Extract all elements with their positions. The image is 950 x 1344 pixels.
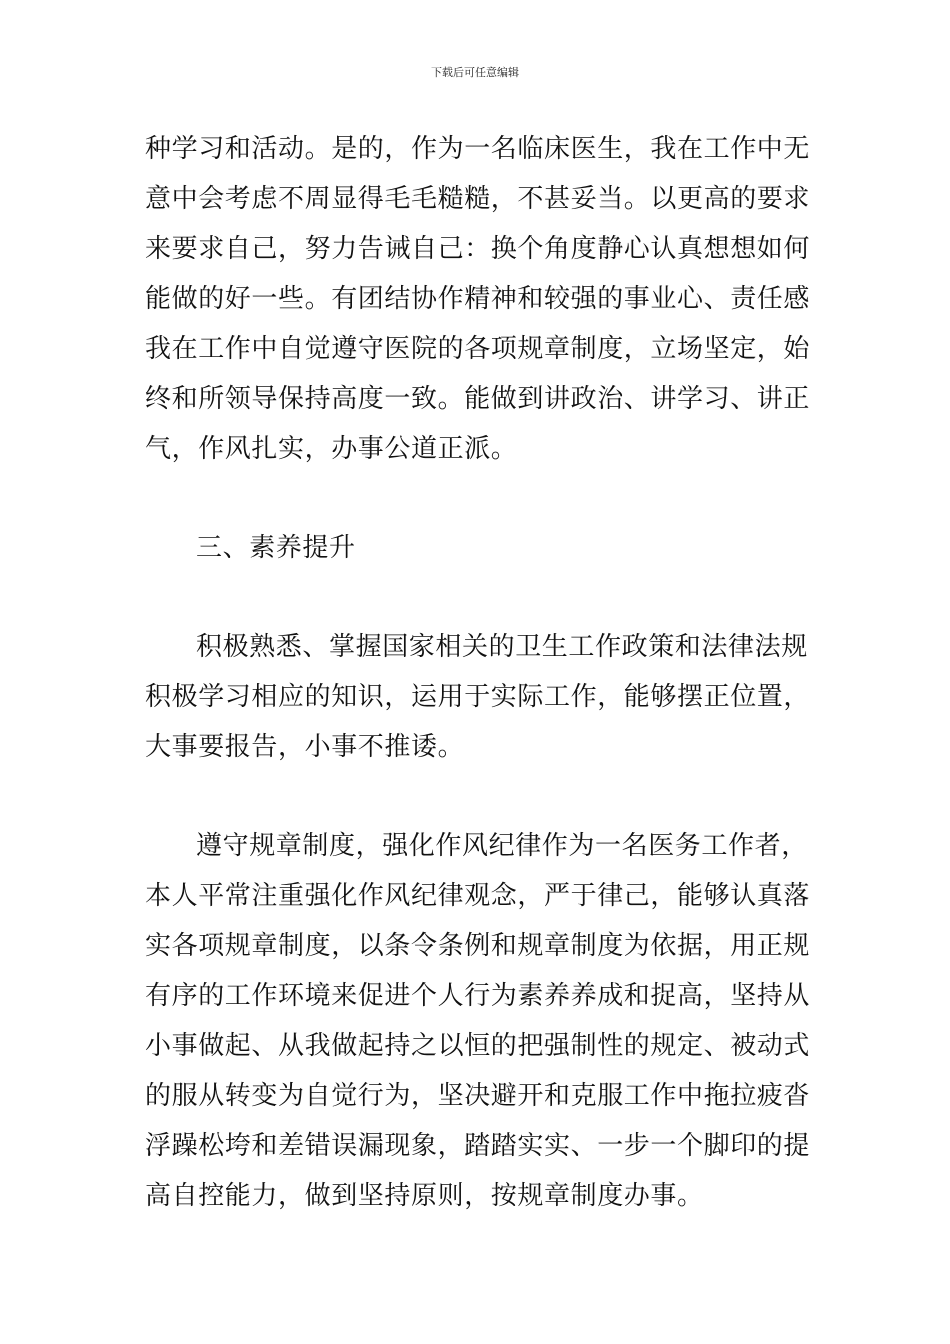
paragraph-3-line-3: 大事要报告，小事不推诿。 (145, 732, 465, 762)
paragraph-4-line-4: 有序的工作环境来促进个人行为素养养成和捉高，坚持从 (145, 981, 811, 1011)
section-heading: 三、素养提升 (196, 533, 356, 563)
paragraph-1-line-1: 种学习和活动。是的，作为一名临床医生，我在工作中无 (145, 134, 811, 164)
paragraph-1-line-4: 能做的好一些。有团结协作精神和较强的事业心、责任感 (145, 284, 811, 314)
paragraph-1-line-6: 终和所领导保持高度一致。能做到讲政治、讲学习、讲正 (145, 384, 811, 414)
paragraph-1-line-3: 来要求自己，努力告诫自己：换个角度静心认真想想如何 (145, 234, 811, 264)
paragraph-4-line-2: 本人平常注重强化作风纪律观念，严于律己，能够认真落 (145, 881, 811, 911)
paragraph-4-line-7: 浮躁松垮和差错误漏现象，踏踏实实、一步一个脚印的提 (145, 1131, 811, 1161)
paragraph-3-line-1: 积极熟悉、掌握国家相关的卫生工作政策和法律法规 (196, 632, 808, 662)
page-header-note: 下载后可任意编辑 (431, 66, 519, 79)
paragraph-1-line-2: 意中会考虑不周显得毛毛糙糙，不甚妥当。以更高的要求 (145, 184, 811, 214)
paragraph-4-line-6: 的服从转变为自觉行为，坚决避开和克服工作中拖拉疲沓 (145, 1081, 811, 1111)
paragraph-1-line-7: 气，作风扎实，办事公道正派。 (145, 434, 518, 464)
paragraph-4-line-5: 小事做起、从我做起持之以恒的把强制性的规定、被动式 (145, 1031, 811, 1061)
paragraph-3-line-2: 积极学习相应的知识，运用于实际工作，能够摆正位置， (145, 682, 811, 712)
paragraph-4-line-3: 实各项规章制度，以条令条例和规章制度为依据，用正规 (145, 931, 811, 961)
paragraph-4-line-1: 遵守规章制度，强化作风纪律作为一名医务工作者， (196, 831, 808, 861)
paragraph-1-line-5: 我在工作中自觉遵守医院的各项规章制度，立场坚定，始 (145, 334, 811, 364)
paragraph-4-line-8: 高自控能力，做到坚持原则，按规章制度办事。 (145, 1181, 704, 1211)
